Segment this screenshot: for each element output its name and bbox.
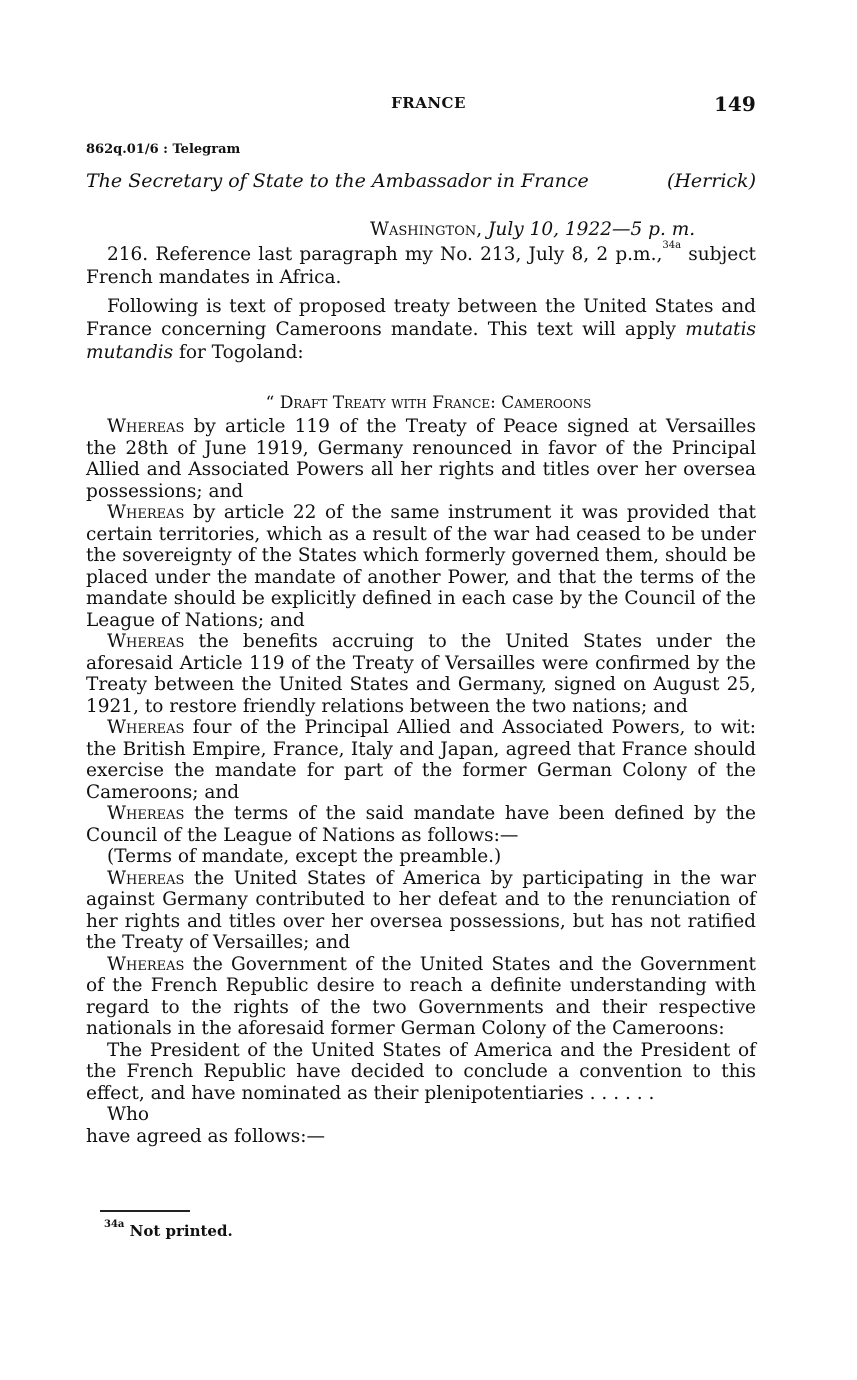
clause-lead: Whereas: [107, 502, 185, 523]
footnote-text: Not printed.: [124, 1222, 233, 1240]
treaty-clause: [86, 846, 756, 868]
treaty-clause: [86, 717, 756, 803]
treaty-text: [86, 416, 756, 1147]
document-heading: [86, 170, 756, 192]
treaty-clause: [86, 868, 756, 954]
dateline-date: July 10, 1922—5 p. m.: [488, 219, 696, 240]
dateline: Washington, July 10, 1922—5 p. m.: [370, 219, 696, 240]
clause-text: by article 22 of the same instrument it was provided that certain territories, which as a result of the war had ceased to be under the sovereignty of the States which formerly governed them, should be placed under the mandate of another Power, and that the terms of the mandate should be explicitly defined in each case by the Council of the League of Nations; and: [86, 502, 756, 631]
footnote-divider: [100, 1210, 190, 1213]
treaty-closing: have agreed as follows:—: [86, 1125, 325, 1147]
clause-text: the benefits accruing to the United States under the aforesaid Article 119 of the Treaty of Versailles were confirmed by the Treaty between the United States and Germany, signed on August 25, 1921, to restore friendly relations between the two nations; and: [86, 631, 756, 717]
clause-lead: Whereas: [107, 717, 185, 738]
clause-text: four of the Principal Allied and Associated Powers, to wit: the British Empire, France, Italy and Japan, agreed that France should exercise the mandate for part of the former German Colony of the Cameroons; and: [86, 717, 756, 803]
clause-lead: Whereas: [107, 867, 185, 889]
clause-lead: Whereas: [107, 631, 185, 652]
clause-lead: Whereas: [107, 953, 185, 975]
clause-text: (Terms of mandate, except the preamble.): [107, 846, 502, 867]
clause-text: the United States of America by participating in the war against Germany contributed to her defeat and to the renunciation of her rights and titles over her oversea possessions, but has not ratified the Treaty of Versailles; and: [86, 867, 756, 953]
dateline-place: Washington: [370, 219, 477, 240]
clause-text: The President of the United States of America and the President of the French Republic have decided to conclude a convention to this effect, and have nominated as their plenipotentiaries . . . . . .: [86, 1039, 756, 1104]
paragraph-following: [86, 295, 756, 364]
p2-text: Following is text of proposed treaty between the United States and France concerning Cameroons mandate. This text will apply: [86, 296, 756, 340]
page-number: 149: [714, 92, 756, 116]
treaty-clause: [86, 1040, 756, 1105]
clause-text: the terms of the said mandate have been defined by the Council of the League of Nations as follows:—: [86, 803, 756, 846]
treaty-clause: [86, 1104, 756, 1126]
clause-text: by article 119 of the Treaty of Peace signed at Versailles the 28th of June 1919, Germany renounced in favor of the Principal Allied and Associated Powers all her rights and titles over her oversea possessions; and: [86, 416, 756, 502]
treaty-clause: [86, 416, 756, 502]
p2-italic: mutatis mutandis: [86, 319, 756, 363]
clause-lead: Whereas: [107, 416, 185, 437]
heading-recipient: (Herrick): [666, 170, 756, 192]
treaty-clause: [86, 803, 756, 846]
footnote: [104, 1219, 233, 1240]
p1-text: 216. Reference last paragraph my No. 213, July 8, 2 p.m.,: [107, 244, 663, 265]
paragraph-reference: [86, 240, 756, 289]
clause-text: Who: [107, 1104, 150, 1125]
treaty-clause: [86, 954, 756, 1040]
p2-text-after: for Togoland:: [173, 342, 304, 363]
clause-lead: Whereas: [107, 803, 185, 824]
treaty-clause: [86, 502, 756, 631]
footnote-number: 34a: [104, 1219, 125, 1230]
p1-text-after: subject French mandates in Africa.: [86, 244, 756, 288]
treaty-clause: [86, 631, 756, 717]
clause-text: the Government of the United States and the Government of the French Republic desire to reach a definite understanding with regard to the rights of the two Governments and their respective nationals in the aforesaid former German Colony of the Cameroons:: [86, 953, 756, 1039]
heading-title: The Secretary of State to the Ambassador in France: [86, 170, 589, 192]
treaty-title: “ Draft Treaty with France: Cameroons: [265, 393, 592, 413]
telegram-body: [86, 240, 756, 364]
running-head: FRANCE: [391, 94, 466, 112]
file-reference: 862q.01/6 : Telegram: [86, 142, 241, 157]
footnote-mark: 34a: [662, 240, 682, 251]
